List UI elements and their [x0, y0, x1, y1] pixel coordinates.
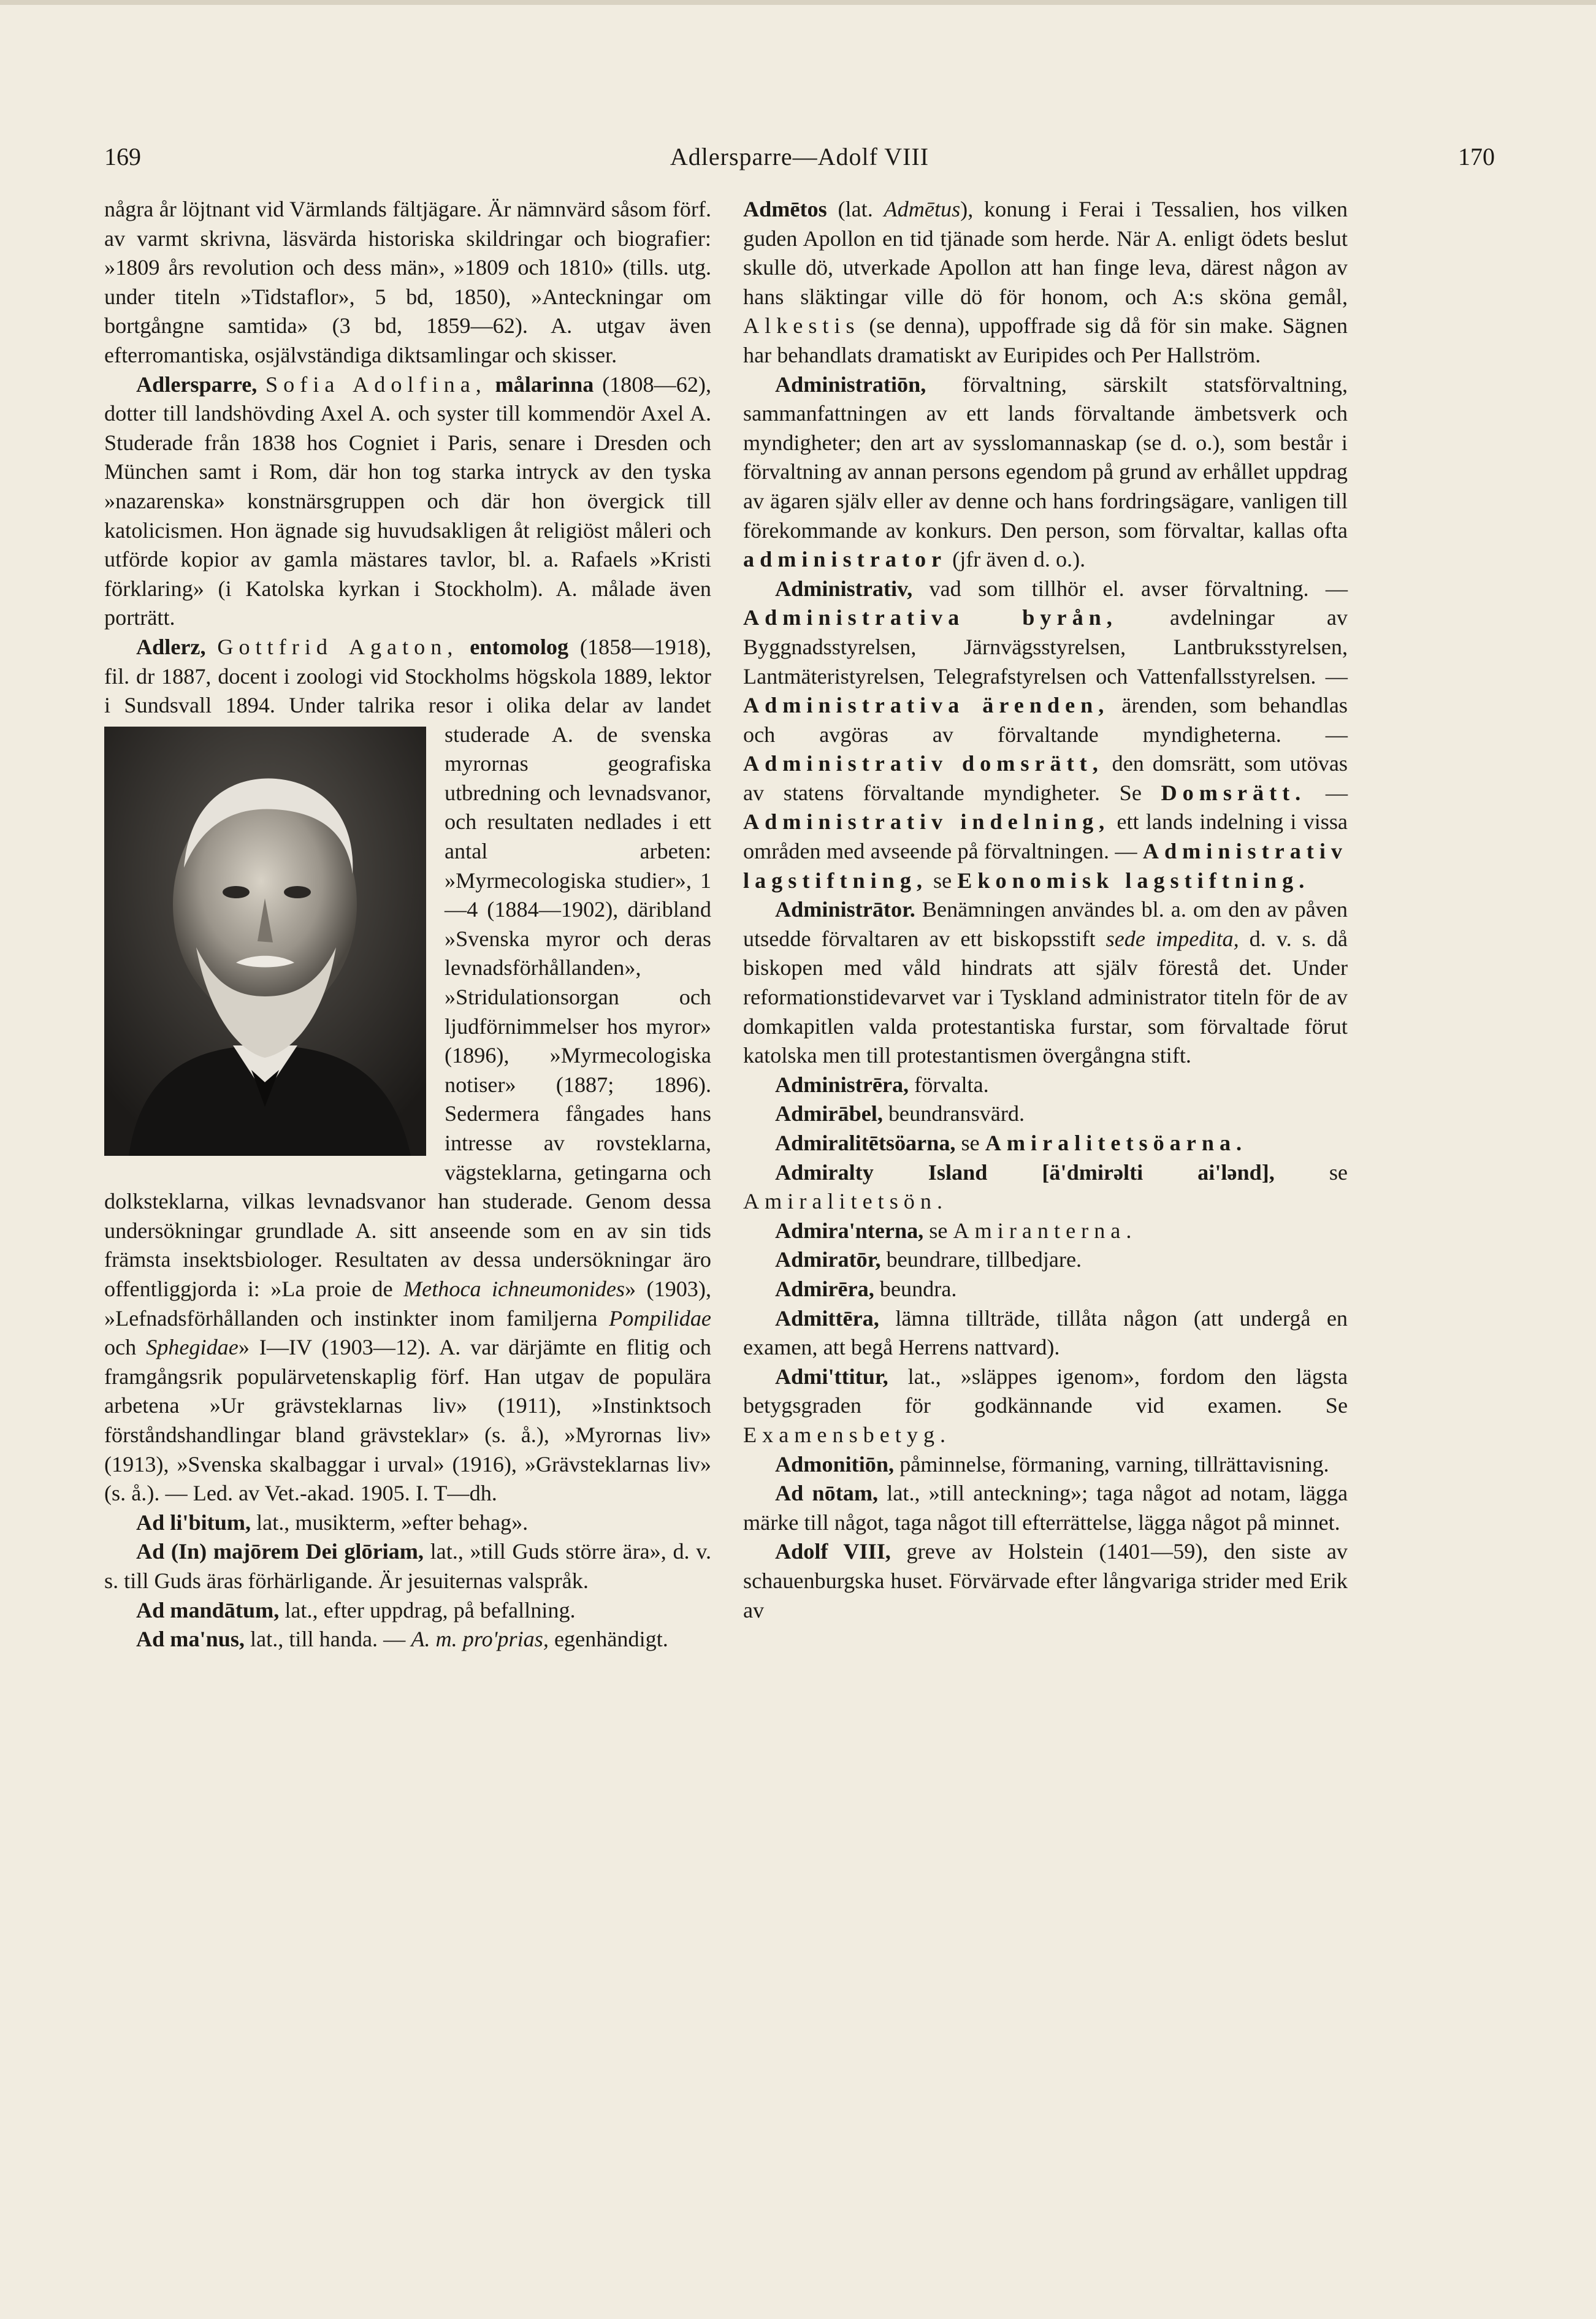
entry-admittera [743, 1304, 1348, 1362]
entry-spaced: Administrativ indelning, [743, 809, 1110, 835]
entry-text: greve av Holstein (1401—59), den siste av schauenburgska huset. Förvärvade efter långvariga strider med Erik av [743, 1539, 1348, 1622]
entry-text: lat., »till Guds större ära», d. v. s. till Guds äras förhärligande. Är jesuiternas valspråk. [104, 1539, 712, 1593]
entry-spaced: Amiranterna. [953, 1218, 1137, 1243]
entry-headword: Admiratōr, [775, 1247, 881, 1272]
entry-headword: Ad (In) majōrem Dei glōriam, [136, 1539, 424, 1564]
entry-text: (lat. [838, 197, 884, 221]
entry-spaced: Domsrätt. [1161, 780, 1307, 805]
page-number-left: 169 [104, 143, 141, 170]
entry-adolf-viii [743, 1537, 1348, 1625]
entry-text: lat., musikterm, »efter behag». [256, 1510, 529, 1535]
entry-text: ett lands indelning i vissa områden med avseende på förvaltningen. — [743, 809, 1348, 864]
entry-text: beundrare, tillbedjare. [886, 1247, 1082, 1272]
entry-italic-title: Methoca ichneumonides [403, 1276, 625, 1301]
entry-italic-title: Pompilidae [609, 1305, 711, 1331]
entry-spaced: Administrativa ärenden, [743, 693, 1110, 718]
entry-text: lat., till handa. — [250, 1627, 411, 1652]
entry-headword: Ad mandātum, [136, 1597, 280, 1622]
entry-spaced: Amiralitetsön. [743, 1189, 949, 1214]
entry-headword: Adolf VIII, [775, 1539, 891, 1564]
entry-name: Gottfrid Agaton, [217, 634, 459, 659]
entry-headword: Admi'ttitur, [775, 1364, 888, 1389]
entry-pronunciation: [ä'dmirəlti ai'lənd], [1042, 1160, 1275, 1185]
entry-administrator [743, 895, 1348, 1071]
entry-headword: Administrativ, [775, 576, 913, 601]
entry-text: » I—IV (1903—12). A. var därjämte en flitig och framgångsrik populärvetenskaplig förf. Han utgav de populära arbetena »Ur grävsteklarnas liv» (1911), »Instinktsoch förståndshandlingar bland grävsteklar» (s. å.), »Myrornas liv» (1913), »Svenska skalbaggar i urval» (1916), »Grävsteklarnas liv» (s. å.). — Led. av Vet.-akad. 1905. I. T—dh. [104, 1335, 711, 1506]
running-title: Adlersparre—Adolf VIII [670, 143, 930, 170]
entry-text: den domsrätt, som utövas av statens förvaltande myndigheter. Se [743, 751, 1348, 805]
entry-italic: sede impedita, [1105, 926, 1239, 951]
entry-text: vad som tillhör el. avser förvaltning. — [929, 576, 1348, 601]
entry-text: (1858—1918), fil. dr 1887, docent i zoologi vid Stockholms högskola 1889, lektor i Sundsvall 1894. Under talrika resor i olika delar av lan [104, 634, 711, 718]
entry-spaced: Amiralitetsöarna. [985, 1131, 1248, 1155]
entry-spaced: Administrativa byrån, [743, 605, 1118, 630]
entry-headword: Administrēra, [775, 1072, 909, 1097]
entry-admirera [743, 1275, 1348, 1304]
entry-ad-libitum [104, 1508, 711, 1538]
entry-text: se [927, 868, 958, 893]
entry-ad-mandatum [104, 1596, 711, 1626]
entry-text: förvalta. [914, 1072, 989, 1097]
entry-text: beundra. [879, 1276, 957, 1301]
entry-headword: Admirēra, [775, 1276, 874, 1301]
entry-headword: Adlersparre, [136, 372, 258, 397]
entry-text: ärenden, som behandlas och avgöras av förvaltande myndigheterna. — [743, 693, 1348, 747]
entry-text: d. v. s. då biskopen med våld hindrats att själv förestå det. Under reformationstidevarvet var i Tyskland administrator titeln för de av domkapitlen valda protestantiska furstar, som förvaltade förut katolska men till protestantismen övergångna stift. [743, 926, 1348, 1068]
entry-text: se [929, 1218, 953, 1243]
entry-admirabel [743, 1099, 1348, 1129]
entry-spaced: Ekonomisk lagstiftning. [957, 868, 1310, 893]
entry-text: (jfr även d. o.). [947, 547, 1086, 572]
entry-text: lat., »till anteckning»; taga något ad notam, lägga märke till något, taga något till efterrättelse, lägga något på minnet. [743, 1481, 1348, 1535]
entry-text: förvaltning, särskilt statsförvaltning, sammanfattningen av ett lands förvaltande ämbetsverk och myndigheter; den art av sysslomannaskap (se d. o.), som består i förvaltning av annan persons egendom på grund av erhållet uppdrag av ägaren själv eller av denne och hans fordringsägare, vanligen till förekommande av konkurs. Den person, som förvaltar, kallas ofta [743, 372, 1348, 543]
entry-text: ), konung i Ferai i Tessalien, hos vilken guden Apollon en tid tjänade som herde. När A. enligt ödets beslut skulle dö, utverkade Apollon att han finge leva, därest någon av hans släktingar ville dö för honom, och A:s sköna gemål, [743, 197, 1348, 309]
entry-spaced: Administrativ domsrätt, [743, 751, 1104, 776]
portrait-photo [104, 727, 426, 1156]
entry-text: — [1306, 780, 1348, 805]
entry-text: lat., »släppes igenom», fordom den lägsta betygsgraden för godkännande vid examen. Se [743, 1364, 1348, 1418]
entry-text: beundransvärd. [888, 1101, 1025, 1126]
entry-italic: A. m. pro'prias, [411, 1627, 549, 1652]
entry-headword: Admonitiōn, [775, 1451, 895, 1477]
entry-name: Sofia Adolfina, [265, 372, 487, 397]
entry-text: avdelningar av Byggnadsstyrelsen, Järnvägsstyrelsen, Lantbruksstyrelsen, Lantmäteristyrelsen, Telegrafstyrelsen och Vattenfallsstyrelsen. — [743, 605, 1348, 689]
entry-headword: Ad nōtam, [775, 1481, 879, 1506]
entry-adlersparre-sofia [104, 370, 711, 633]
entry-text: det studerade A. de svenska myrornas geografiska utbredning och levnadsvanor, och resultaten nedlades i ett antal arbeten: »Myrmecologiska studier», 1—4 (1884—1902), däribland »Svenska myror och deras levnadsförhållanden», »Stridulationsorgan och ljudförnimmelser hos myror» (1896), »Myrmecologiska notiser» (1887; 1896). Sedermera fångades hans intresse av rovsteklarna, vägsteklarna, getingarna och dolksteklarna, vilkas levnadsvanor han studerade. Genom dessa undersökningar grundlade A. sitt anseende som en av sin tids främsta insektsbiologer. Resultaten av dessa undersökningar äro offentliggjorda i: »La proie de [104, 693, 711, 1301]
entry-adlerz [104, 633, 711, 1508]
entry-headword: Administratiōn, [775, 372, 926, 397]
page-number-right: 170 [1458, 143, 1495, 170]
entry-text: påminnelse, förmaning, varning, tillrättavisning. [899, 1451, 1329, 1477]
entry-headword: Admiralitētsöarna, [775, 1131, 956, 1155]
entry-spaced: Examensbetyg. [743, 1422, 952, 1447]
entry-ad-manus [104, 1625, 711, 1654]
entry-headword: Admiralty Island [775, 1160, 988, 1185]
entry-admiralty-island [743, 1158, 1348, 1217]
entry-admiralitetsoarna [743, 1129, 1348, 1158]
entry-text: och [104, 1335, 147, 1360]
entry-ad-majorem [104, 1537, 711, 1595]
entry-headword: Admirābel, [775, 1101, 883, 1126]
entry-headword: Administrātor. [775, 897, 915, 922]
entry-headword: Ad ma'nus, [136, 1627, 245, 1652]
right-column [743, 195, 1348, 1625]
entry-headword: Admētos [743, 197, 827, 221]
entry-admonition [743, 1450, 1348, 1480]
entry-title: målarinna [495, 372, 594, 397]
entry-text: lat., efter uppdrag, på befallning. [284, 1597, 576, 1622]
entry-spaced: Administrativ lagstiftning, [743, 839, 1348, 893]
entry-headword: Admira'nterna, [775, 1218, 924, 1243]
entry-text: se [1274, 1160, 1348, 1185]
page-header [104, 142, 1495, 179]
entry-headword: Ad li'bitum, [136, 1510, 251, 1535]
entry-admirator [743, 1245, 1348, 1275]
entry-admetos [743, 195, 1348, 370]
entry-administrativ [743, 575, 1348, 896]
entry-continuation: några år löjtnant vid Värmlands fältjägare. Är nämnvärd såsom förf. av varmt skrivna, läsvärda historiska skildringar och biografier: »1809 års revolution och dess män», »1809 och 1810» (tills. utg. under titeln »Tidstaflor», 5 bd, 1850), »Anteckningar om bortgångne samtida» (3 bd, 1859—62). A. utgav även efterromantiska, osjälvständiga diktsamlingar och skisser. [104, 197, 711, 367]
page-top-edge [0, 0, 1596, 5]
entry-spaced: administrator [743, 547, 947, 572]
entry-italic: Admētus [884, 197, 961, 221]
entry-spaced: Alkestis [743, 313, 860, 338]
left-column [104, 195, 711, 1654]
entry-italic-title: Sphegidae [146, 1335, 239, 1360]
entry-administrera [743, 1071, 1348, 1100]
entry-title: entomolog [470, 634, 569, 659]
entry-text: se [961, 1131, 985, 1155]
entry-ad-notam [743, 1479, 1348, 1537]
entry-text: » (1903), »Lefnadsförhållanden och instinkter inom familjerna [104, 1276, 711, 1331]
entry-text: (se denna), uppoffrade sig då för sin make. Sägnen har behandlats dramatiskt av Euripides och Per Hallström. [743, 313, 1348, 367]
entry-text: (1808—62), dotter till landshövding Axel A. och syster till kommendör Axel A. Studerade från 1838 hos Cogniet i Paris, senare i Dresden och München samt i Rom, där hon tog starka intryck av den tyska »nazarenska» konstnärsgruppen och där hon övergick till katolicismen. Hon ägnade sig huvudsakligen åt religiöst måleri och utförde kopior av gamla mästares tavlor, bl. a. Rafaels »Kristi förklaring» (i Katolska kyrkan i Stockholm). A. målade även porträtt. [104, 372, 712, 630]
entry-administration [743, 370, 1348, 575]
entry-text: Benämningen användes bl. a. om den av påven utsedde förvaltaren av ett biskopsstift [743, 897, 1348, 951]
entry-text: lämna tillträde, tillåta någon (att undergå en examen, att begå Herrens nattvard). [743, 1305, 1348, 1360]
entry-headword: Adlerz, [136, 634, 206, 659]
entry-text: egenhändigt. [548, 1627, 668, 1652]
entry-admiranterna [743, 1217, 1348, 1246]
entry-admittitur [743, 1362, 1348, 1450]
entry-headword: Admittēra, [775, 1305, 879, 1331]
